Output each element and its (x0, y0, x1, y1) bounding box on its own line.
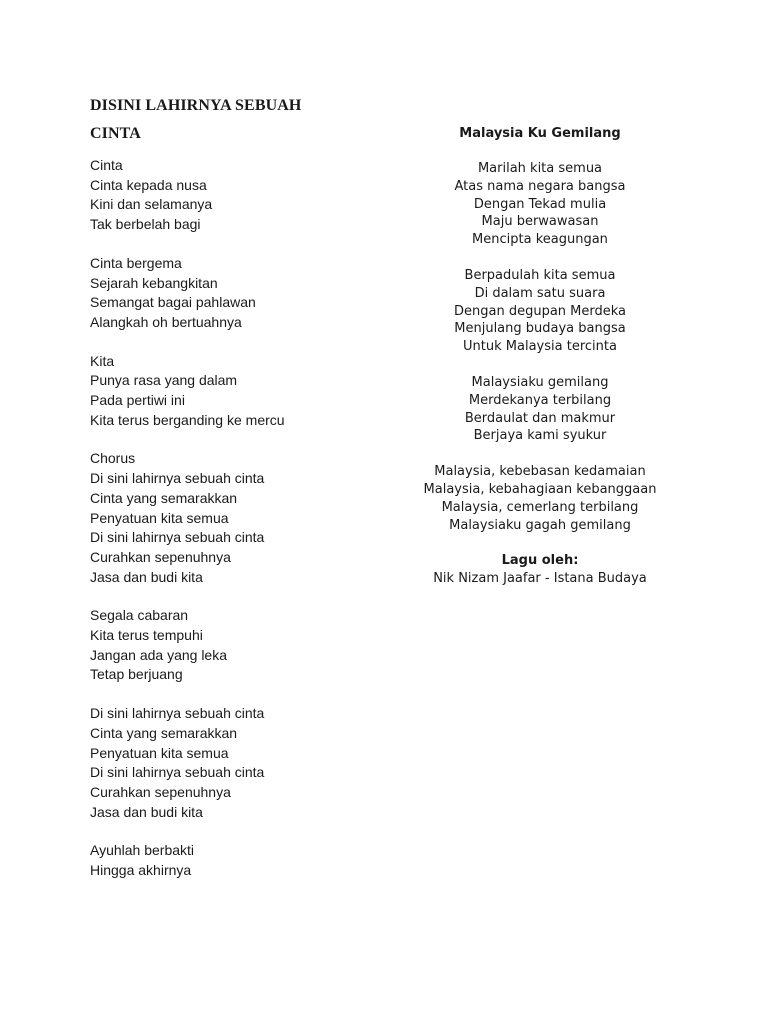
lyric-line: Berpadulah kita semua (464, 267, 616, 283)
right-lyrics-column (390, 124, 690, 588)
song-credit-label: Lagu oleh: (501, 553, 579, 569)
lyric-line: Cinta (90, 157, 123, 173)
lyric-line: Malaysia, cemerlang terbilang (441, 499, 639, 515)
stanza-gap (90, 587, 390, 606)
lyric-line: Alangkah oh bertuahnya (90, 313, 242, 330)
stanza-gap (90, 430, 390, 449)
lyric-line: Dengan Tekad mulia (473, 196, 607, 212)
lyric-line: Malaysiaku gagah gemilang (449, 517, 631, 533)
right-stanza (390, 374, 690, 445)
lyric-line: Menjulang budaya bangsa (454, 321, 626, 337)
song-credit-text: Nik Nizam Jaafar - Istana Budaya (433, 571, 647, 587)
lyric-line: Ayuhlah berbakti (90, 842, 195, 859)
left-stanza-chorus (90, 449, 390, 587)
left-song-title (90, 92, 390, 148)
lyric-line: Mencipta keagungan (472, 232, 608, 248)
lyric-line: Dengan degupan Merdeka (453, 303, 626, 319)
right-stanza (390, 463, 690, 534)
stanza-gap (90, 822, 390, 841)
lyric-line: Jasa dan budi kita (90, 568, 203, 585)
lyric-line: Penyatuan kita semua (90, 744, 229, 761)
lyric-line: Jangan ada yang leka (90, 646, 227, 663)
lyric-line: Cinta kepada nusa (90, 176, 207, 193)
lyric-line: Kita terus tempuhi (90, 627, 203, 644)
lyric-line: Malaysia, kebahagiaan kebanggaan (423, 481, 657, 497)
left-stanza (90, 704, 390, 822)
lyric-line: Di sini lahirnya sebuah cinta (90, 764, 265, 781)
left-song-title-line-1: DISINI LAHIRNYA SEBUAH (90, 97, 302, 114)
stanza-gap (90, 235, 390, 254)
lyric-line: Untuk Malaysia tercinta (463, 339, 617, 355)
stanza-gap (90, 685, 390, 704)
lyric-line: Merdekanya terbilang (468, 392, 612, 408)
lyric-line: Penyatuan kita semua (90, 509, 229, 526)
lyric-line: Curahkan sepenuhnya (90, 783, 231, 800)
lyric-line: Segala cabaran (90, 607, 189, 624)
left-stanza (90, 156, 390, 235)
left-lyrics-column (90, 92, 390, 881)
lyric-line: Punya rasa yang dalam (90, 372, 238, 389)
lyric-line: Hingga akhirnya (90, 862, 192, 879)
left-stanza (90, 606, 390, 685)
lyric-line: Kita (90, 352, 115, 369)
lyric-line: Cinta yang semarakkan (90, 489, 238, 506)
lyric-line: Tak berbelah bagi (90, 216, 201, 233)
lyric-line: Maju berwawasan (481, 214, 599, 230)
stanza-gap (390, 356, 690, 374)
stanza-gap (390, 249, 690, 267)
stanza-gap (90, 333, 390, 352)
stanza-gap (390, 445, 690, 463)
lyric-line: Kini dan selamanya (90, 196, 213, 213)
lyric-line: Kita terus berganding ke mercu (90, 411, 285, 428)
lyric-line: Malaysiaku gemilang (471, 374, 609, 390)
lyric-line: Tetap berjuang (90, 666, 183, 683)
lyric-line: Marilah kita semua (477, 161, 603, 176)
stanza-gap (390, 534, 690, 552)
right-stanza (390, 267, 690, 356)
lyric-line: Atas nama negara bangsa (454, 178, 626, 194)
left-stanza (90, 254, 390, 333)
left-stanza (90, 352, 390, 431)
lyric-line: Curahkan sepenuhnya (90, 548, 231, 565)
lyric-line: Cinta bergema (90, 254, 182, 271)
lyric-line: Malaysia, kebebasan kedamaian (434, 464, 646, 480)
lyric-line: Sejarah kebangkitan (90, 274, 218, 291)
left-stanza (90, 841, 390, 880)
lyric-line: Di sini lahirnya sebuah cinta (90, 470, 265, 487)
lyric-line: Berdaulat dan makmur (464, 410, 616, 426)
lyric-line: Di sini lahirnya sebuah cinta (90, 705, 265, 722)
lyric-line: Berjaya kami syukur (473, 428, 607, 444)
lyric-line: Pada pertiwi ini (90, 392, 185, 409)
lyric-line: Cinta yang semarakkan (90, 724, 238, 741)
lyric-line: Semangat bagai pahlawan (90, 294, 256, 311)
right-stanza (390, 160, 690, 249)
lyric-line: Di sini lahirnya sebuah cinta (90, 529, 265, 546)
lyric-line: Jasa dan budi kita (90, 803, 203, 820)
right-song-title: Malaysia Ku Gemilang (459, 126, 621, 141)
left-song-title-line-2: CINTA (90, 125, 141, 142)
chorus-label: Chorus (90, 450, 136, 467)
lyric-line: Di dalam satu suara (474, 285, 606, 301)
